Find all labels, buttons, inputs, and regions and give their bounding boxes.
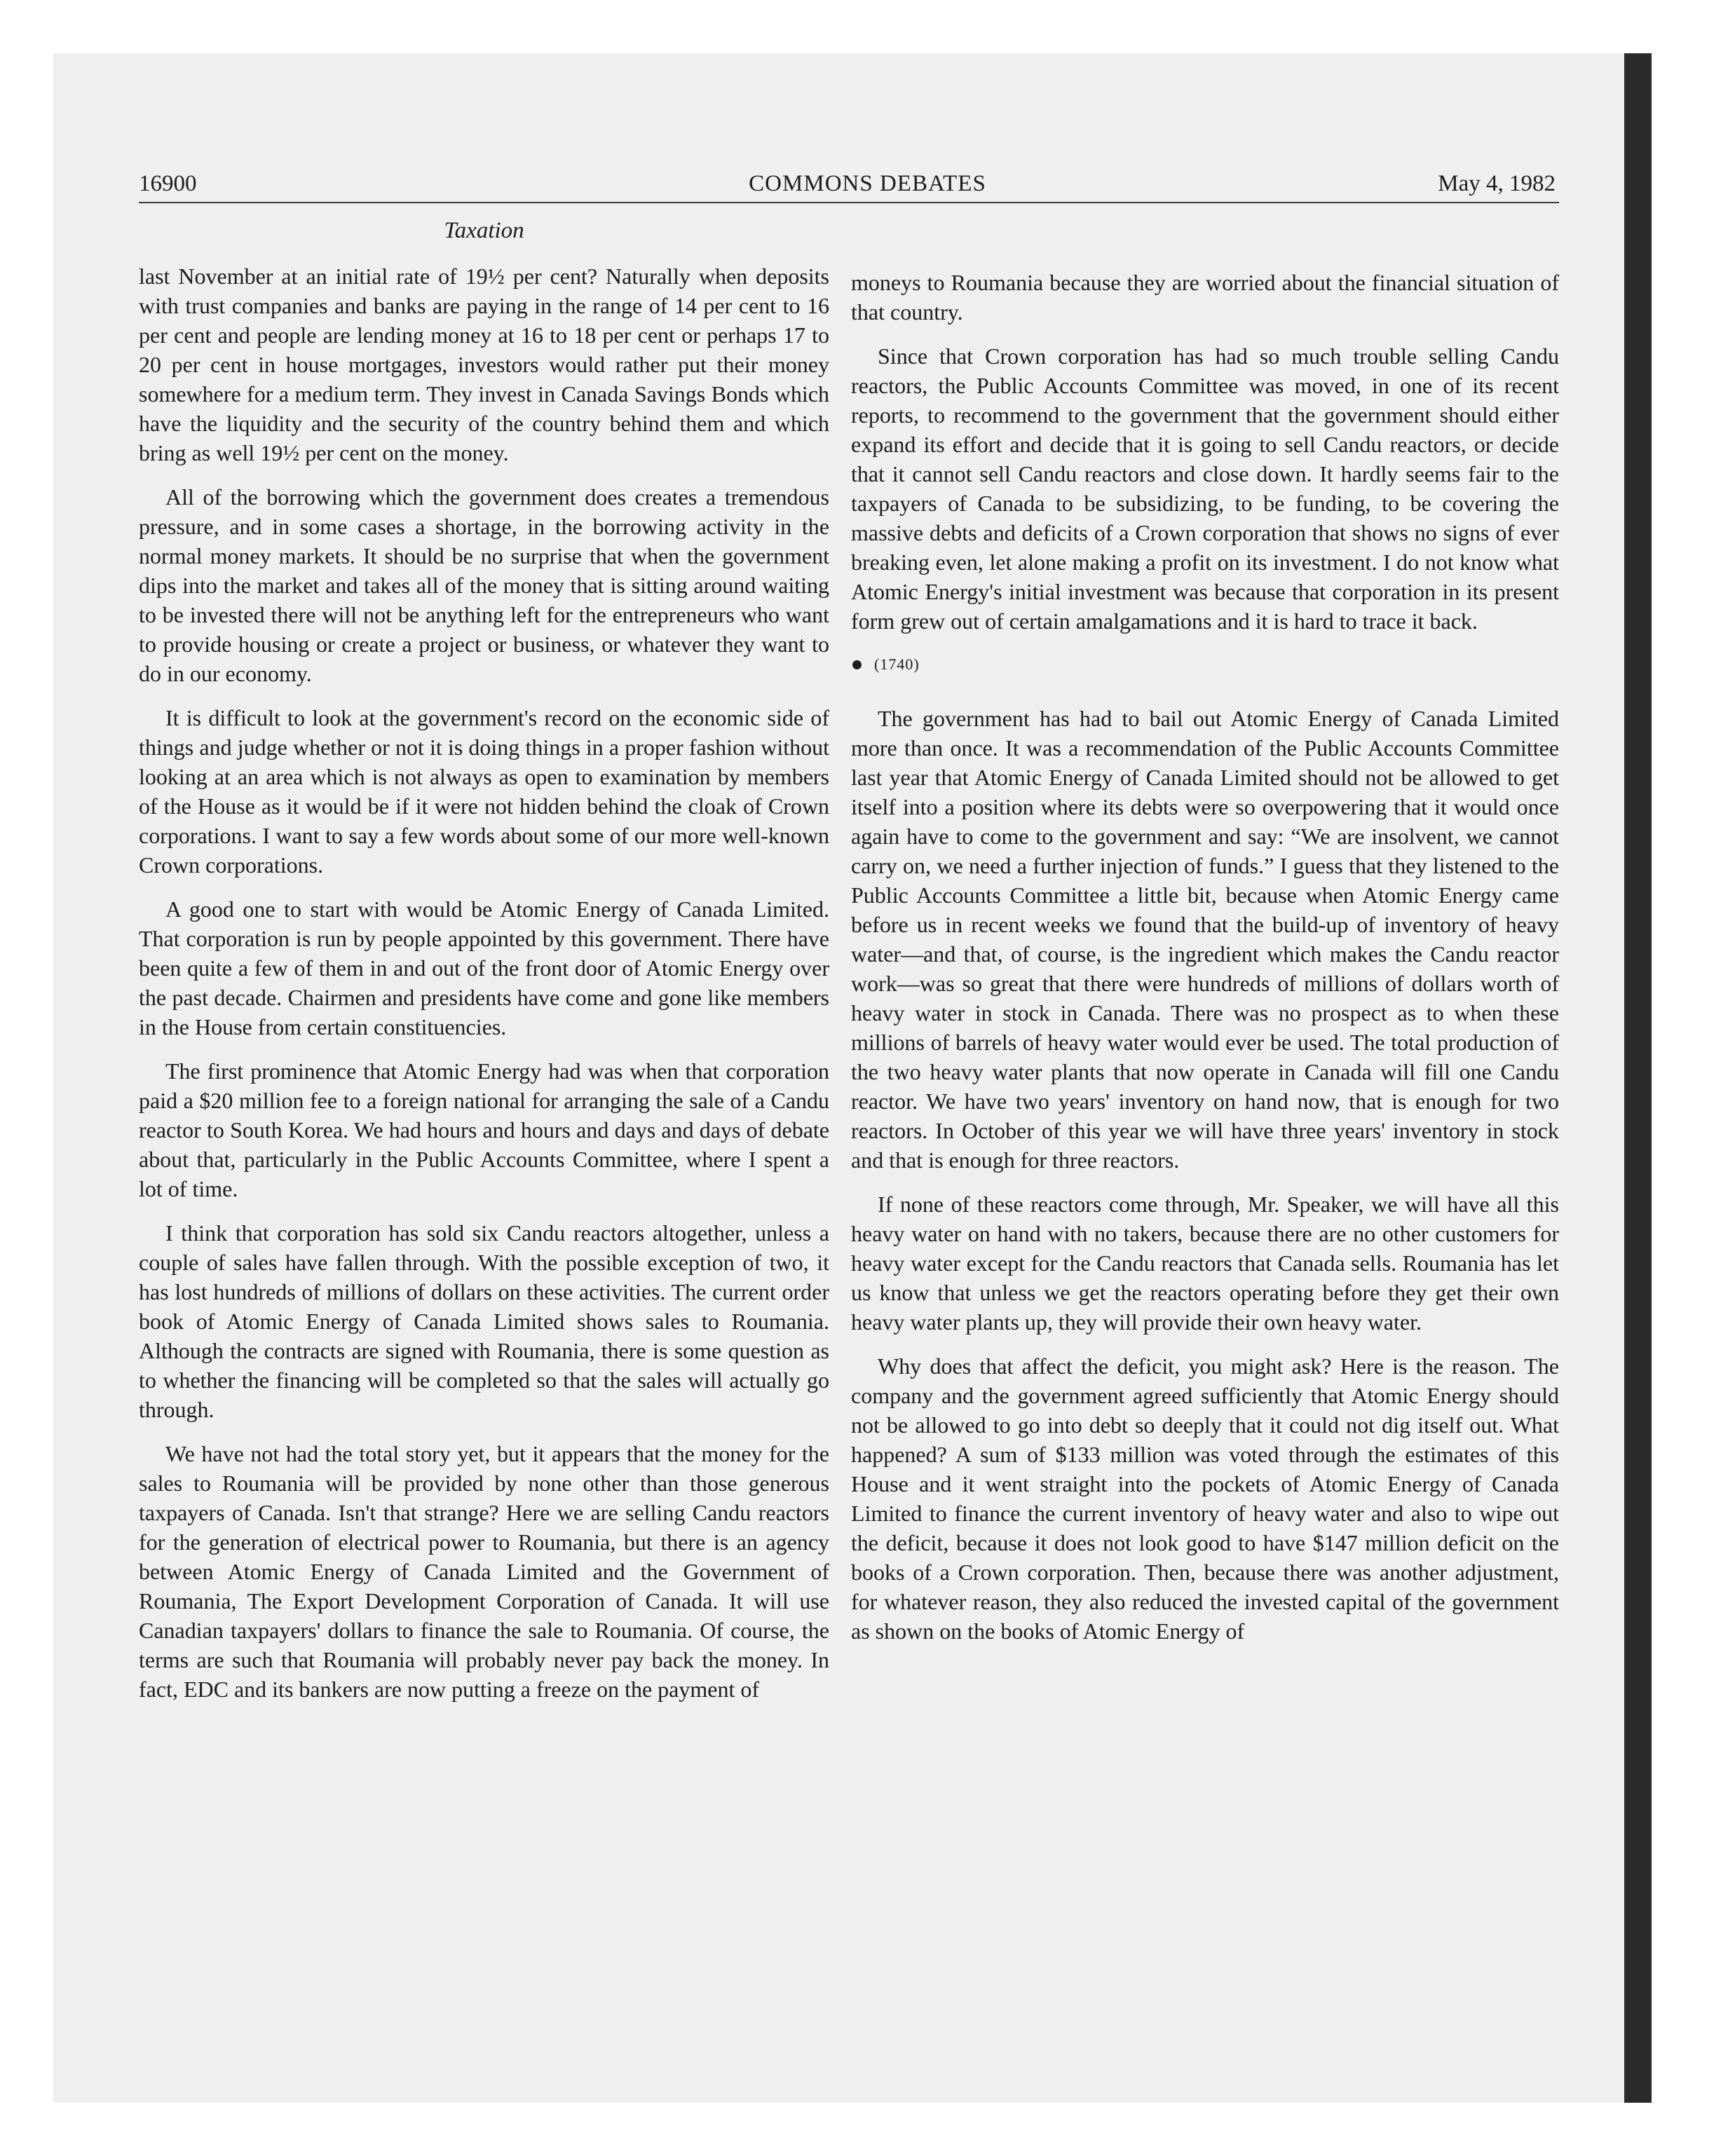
- paragraph: All of the borrowing which the government does creates a tremendous pressure, and in some cases a shortage, in the borrowing activity in the normal money markets. It should be no surprise that when the government dips into the market and takes all of the money that is sitting around waiting to be invested there will not be anything left for the entrepreneurs who want to provide housing or create a project or business, or whatever they want to do in our economy.: [139, 484, 829, 686]
- paragraph: The first prominence that Atomic Energy had was when that corporation paid a $20 million fee to a foreign national for arranging the sale of a Candu reactor to South Korea. We had hours and hours and days and days of debate about that, particularly in the Public Accounts Committee, where I spent a lot of time.: [139, 1058, 829, 1201]
- paragraph: last November at an initial rate of 19½ per cent? Naturally when deposits with trust companies and banks are paying in the range of 14 per cent to 16 per cent and people are lending money at 16 to 18 per cent or perhaps 17 to 20 per cent in house mortgages, investors would rather put their money somewhere for a medium term. They invest in Canada Savings Bonds which have the liquidity and the security of the country behind them and which bring as well 19½ per cent on the money.: [139, 264, 829, 465]
- paragraph: Since that Crown corporation has had so much trouble selling Candu reactors, the Public Accounts Committee was moved, in one of its recent reports, to recommend to the government that the government should either expand its effort and decide that it is going to sell Candu reactors, or decide that it cannot sell Candu reactors and close down. It hardly seems fair to the taxpayers of Canada to be subsidizing, to be funding, to be covering the massive debts and deficits of a Crown corporation that shows no signs of ever breaking even, let alone making a profit on its investment. I do not know what Atomic Energy's initial investment was because that corporation in its present form grew out of certain amalgamations and it is hard to trace it back.: [851, 343, 1559, 634]
- paragraph: We have not had the total story yet, but it appears that the money for the sales to Roumania will be provided by none other than those generous taxpayers of Canada. Isn't that strange? Here we are selling Candu reactors for the generation of electrical power to Roumania, but there is an agency between Atomic Energy of Canada Limited and the Government of Roumania, The Export Development Corporation of Canada. It will use Canadian taxpayers' dollars to finance the sale to Roumania. Of course, the terms are such that Roumania will probably never pay back the money. In fact, EDC and its bankers are now putting a freeze on the payment of: [139, 1441, 829, 1702]
- paragraph: A good one to start with would be Atomic Energy of Canada Limited. That corporation is run by people appointed by this government. There have been quite a few of them in and out of the front door of Atomic Energy over the past decade. Chairmen and presidents have come and gone like members in the House from certain constituencies.: [139, 896, 829, 1039]
- time-marker: [851, 650, 1559, 678]
- paragraph: It is difficult to look at the government's record on the economic side of things and judge whether or not it is doing things in a proper fashion without looking at an area which is not always as open to examination by members of the House as it would be if it were not hidden behind the cloak of Crown corporations. I want to say a few words about some of our more well-known Crown corporations.: [139, 705, 829, 878]
- paragraph: If none of these reactors come through, Mr. Speaker, we will have all this heavy water on hand with no takers, because there are no other customers for heavy water except for the Candu reactors that Canada sells. Roumania has let us know that unless we get the reactors operating before they get their own heavy water plants up, they will provide their own heavy water.: [851, 1192, 1559, 1335]
- bullet-icon: [852, 660, 862, 669]
- left-column: [139, 261, 829, 1719]
- time-marker-label: (1740): [874, 655, 920, 673]
- paragraph: Why does that affect the deficit, you might ask? Here is the reason. The company and the government agreed sufficiently that Atomic Energy should not be allowed to go into debt so deeply that it could not dig itself out. What happened? A sum of $133 million was voted through the estimates of this House and it went straight into the pockets of Atomic Energy of Canada Limited to finance the current inventory of heavy water and also to wipe out the deficit, because it does not look good to have $147 million deficit on the books of a Crown corporation. Then, because there was another adjustment, for whatever reason, they also reduced the invested capital of the government as shown on the books of Atomic Energy of: [851, 1353, 1559, 1644]
- journal-title: COMMONS DEBATES: [749, 171, 986, 196]
- scan-edge-shadow: [1624, 53, 1652, 2103]
- publication-date: May 4, 1982: [1438, 171, 1556, 196]
- page-number: 16900: [139, 171, 197, 196]
- paragraph: I think that corporation has sold six Candu reactors altogether, unless a couple of sales have fallen through. With the possible exception of two, it has lost hundreds of millions of dollars on these activities. The current order book of Atomic Energy of Canada Limited shows sales to Roumania. Although the contracts are signed with Roumania, there is some question as to whether the financing will be completed so that the sales will actually go through.: [139, 1220, 829, 1422]
- header-rule: [139, 202, 1559, 203]
- paragraph: The government has had to bail out Atomic Energy of Canada Limited more than once. It was a recommendation of the Public Accounts Committee last year that Atomic Energy of Canada Limited should not be allowed to get itself into a position where its debts were so overpowering that it would once again have to come to the government and say: “We are insolvent, we cannot carry on, we need a further injection of funds.” I guess that they listened to the Public Accounts Committee a little bit, because when Atomic Energy came before us in recent weeks we found that the build-up of inventory of heavy water—and that, of course, is the ingredient which makes the Candu reactor work—was so great that there were hundreds of millions of dollars worth of heavy water in stock in Canada. There was no prospect as to when these millions of barrels of heavy water would ever be used. The total production of the two heavy water plants that now operate in Canada will fill one Candu reactor. We have two years' inventory on hand now, that is enough for two reactors. In October of this year we will have three years' inventory in stock and that is enough for three reactors.: [851, 706, 1559, 1173]
- right-column: [851, 268, 1559, 1660]
- paragraph: moneys to Roumania because they are worried about the financial situation of that country.: [851, 270, 1559, 325]
- section-title: Taxation: [444, 218, 524, 243]
